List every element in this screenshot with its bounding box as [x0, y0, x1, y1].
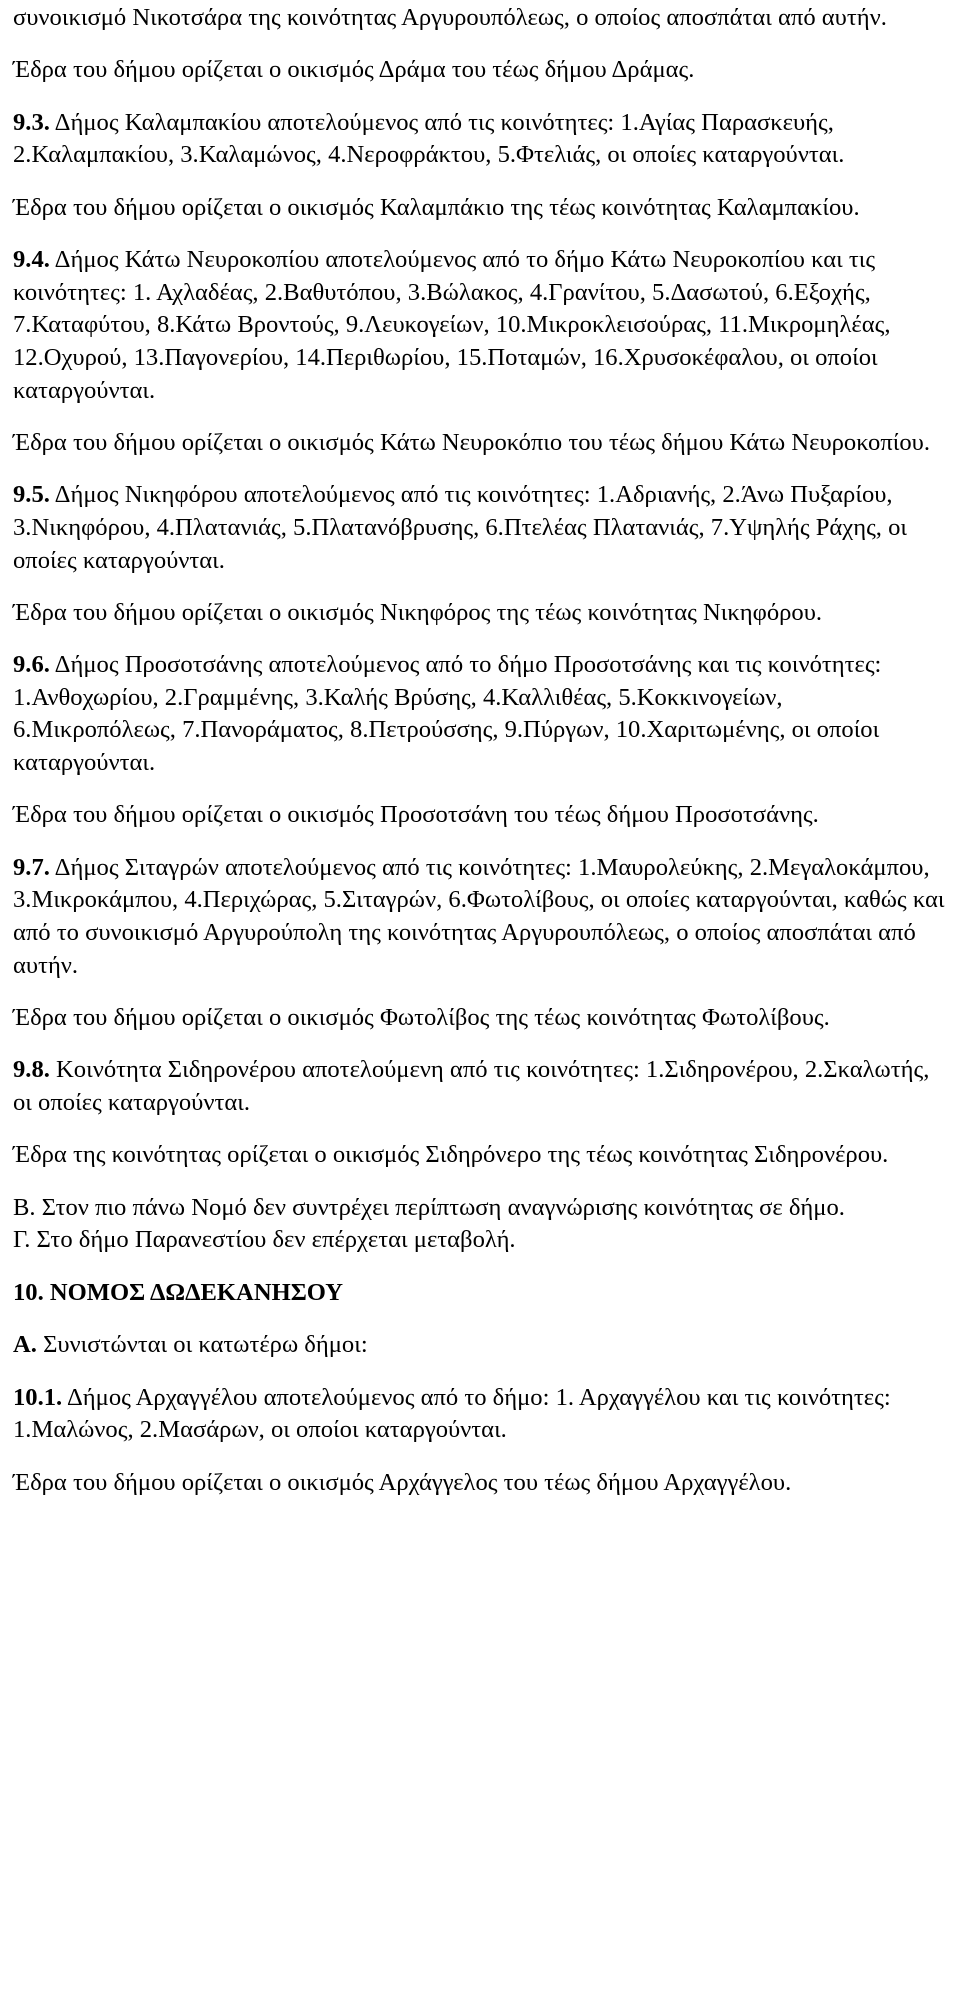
paragraph-text: Δήμος Σιταγρών αποτελούμενος από τις κοινότητες: 1.Μαυρολεύκης, 2.Μεγαλοκάμπου, 3.Μικροκάμπου, 4.Περιχώρας, 5.Σιταγρών, 6.Φωτολίβους, οι οποίες καταργούνται, καθώς και από το συνοικισμό Αργυρούπολη της κοινότητας Αργυρουπόλεως, ο οποίος αποσπάται από αυτήν. [13, 853, 945, 979]
article-9-3 [13, 107, 948, 172]
article-9-4 [13, 244, 948, 407]
paragraph [13, 54, 948, 87]
article-number: 10.1. [13, 1383, 63, 1411]
document-page [13, 2, 948, 1519]
paragraph-text: Έδρα της κοινότητας ορίζεται ο οικισμός Σιδηρόνερο της τέως κοινότητας Σιδηρονέρου. [13, 1141, 889, 1169]
article-number: 9.7. [13, 853, 50, 881]
article-9-6 [13, 649, 948, 779]
article-9-5 [13, 479, 948, 577]
subsection-a [13, 1329, 948, 1362]
paragraph-text: Έδρα του δήμου ορίζεται ο οικισμός Φωτολίβος της τέως κοινότητας Φωτολίβους. [13, 1004, 830, 1032]
paragraph-text: Έδρα του δήμου ορίζεται ο οικισμός Κάτω Νευροκόπιο του τέως δήμου Κάτω Νευροκοπίου. [13, 428, 931, 456]
paragraph-text: Έδρα του δήμου ορίζεται ο οικισμός Δράμα του τέως δήμου Δράμας. [13, 56, 695, 84]
paragraph [13, 192, 948, 225]
paragraph-text: Δήμος Αρχαγγέλου αποτελούμενος από το δήμο: 1. Αρχαγγέλου και τις κοινότητες: 1.Μαλώνος, 2.Μασάρων, οι οποίοι καταργούνται. [13, 1383, 891, 1444]
paragraph [13, 1139, 948, 1172]
article-9-7 [13, 852, 948, 982]
paragraph-text: Κοινότητα Σιδηρονέρου αποτελούμενη από τις κοινότητες: 1.Σιδηρονέρου, 2.Σκαλωτής, οι οποίες καταργούνται. [13, 1056, 930, 1116]
paragraph-text: Δήμος Νικηφόρου αποτελούμενος από τις κοινότητες: 1.Αδριανής, 2.Άνω Πυξαρίου, 3.Νικηφόρου, 4.Πλατανιάς, 5.Πλατανόβρυσης, 6.Πτελέας Πλατανιάς, 7.Υψηλής Ράχης, οι οποίες καταργούνται. [13, 481, 908, 574]
article-9-8 [13, 1054, 948, 1119]
paragraph-text: Έδρα του δήμου ορίζεται ο οικισμός Καλαμπάκιο της τέως κοινότητας Καλαμπακίου. [13, 193, 860, 221]
article-10-1 [13, 1382, 948, 1447]
article-number: 9.3. [13, 108, 50, 136]
paragraph-text: Β. Στον πιο πάνω Νομό δεν συντρέχει περίπτωση αναγνώρισης κοινότητας σε δήμο. [13, 1193, 845, 1221]
paragraph-text: συνοικισμό Νικοτσάρα της κοινότητας Αργυρουπόλεως, ο οποίος αποσπάται από αυτήν. [13, 4, 887, 31]
article-number: 9.8. [13, 1056, 50, 1084]
section-title: 10. ΝΟΜΟΣ ΔΩΔΕΚΑΝΗΣΟΥ [13, 1278, 344, 1306]
paragraph [13, 1002, 948, 1035]
paragraph [13, 1467, 948, 1500]
paragraph-text: Δήμος Προσοτσάνης αποτελούμενος από το δήμο Προσοτσάνης και τις κοινότητες: 1.Ανθοχωρίου, 2.Γραμμένης, 3.Καλής Βρύσης, 4.Καλλιθέας, 5.Κοκκινογείων, 6.Μικροπόλεως, 7.Πανοράματος, 8.Πετρούσσης, 9.Πύργων, 10.Χαριτωμένης, οι οποίοι καταργούνται. [13, 651, 882, 777]
paragraph [13, 2, 948, 35]
article-number: 9.5. [13, 481, 50, 509]
paragraph-text: Έδρα του δήμου ορίζεται ο οικισμός Νικηφόρος της τέως κοινότητας Νικηφόρου. [13, 598, 823, 626]
paragraph-text: Συνιστώνται οι κατωτέρω δήμοι: [36, 1331, 368, 1359]
paragraph [13, 799, 948, 832]
article-number: Α. [13, 1331, 37, 1359]
paragraph-text: Έδρα του δήμου ορίζεται ο οικισμός Αρχάγγελος του τέως δήμου Αρχαγγέλου. [13, 1468, 792, 1496]
article-number: 9.6. [13, 651, 50, 679]
section-heading [13, 1277, 948, 1310]
paragraph [13, 427, 948, 460]
paragraph-text: Γ. Στο δήμο Παρανεστίου δεν επέρχεται μεταβολή. [13, 1226, 516, 1254]
paragraph [13, 1224, 948, 1257]
paragraph-text: Έδρα του δήμου ορίζεται ο οικισμός Προσοτσάνη του τέως δήμου Προσοτσάνης. [13, 801, 819, 829]
paragraph [13, 1192, 948, 1225]
paragraph-text: Δήμος Καλαμπακίου αποτελούμενος από τις κοινότητες: 1.Αγίας Παρασκευής, 2.Καλαμπακίου, 3.Καλαμώνος, 4.Νεροφράκτου, 5.Φτελιάς, οι οποίες καταργούνται. [13, 108, 845, 169]
paragraph-text: Δήμος Κάτω Νευροκοπίου αποτελούμενος από το δήμο Κάτω Νευροκοπίου και τις κοινότητες: 1. Αχλαδέας, 2.Βαθυτόπου, 3.Βώλακος, 4.Γρανίτου, 5.Δασωτού, 6.Εξοχής, 7.Καταφύτου, 8.Κάτω Βροντούς, 9.Λευκογείων, 10.Μικροκλεισούρας, 11.Μικρομηλέας, 12.Οχυρού, 13.Παγονερίου, 14.Περιθωρίου, 15.Ποταμών, 16.Χρυσοκέφαλου, οι οποίοι καταργούνται. [13, 246, 891, 404]
article-number: 9.4. [13, 246, 50, 274]
paragraph [13, 597, 948, 630]
